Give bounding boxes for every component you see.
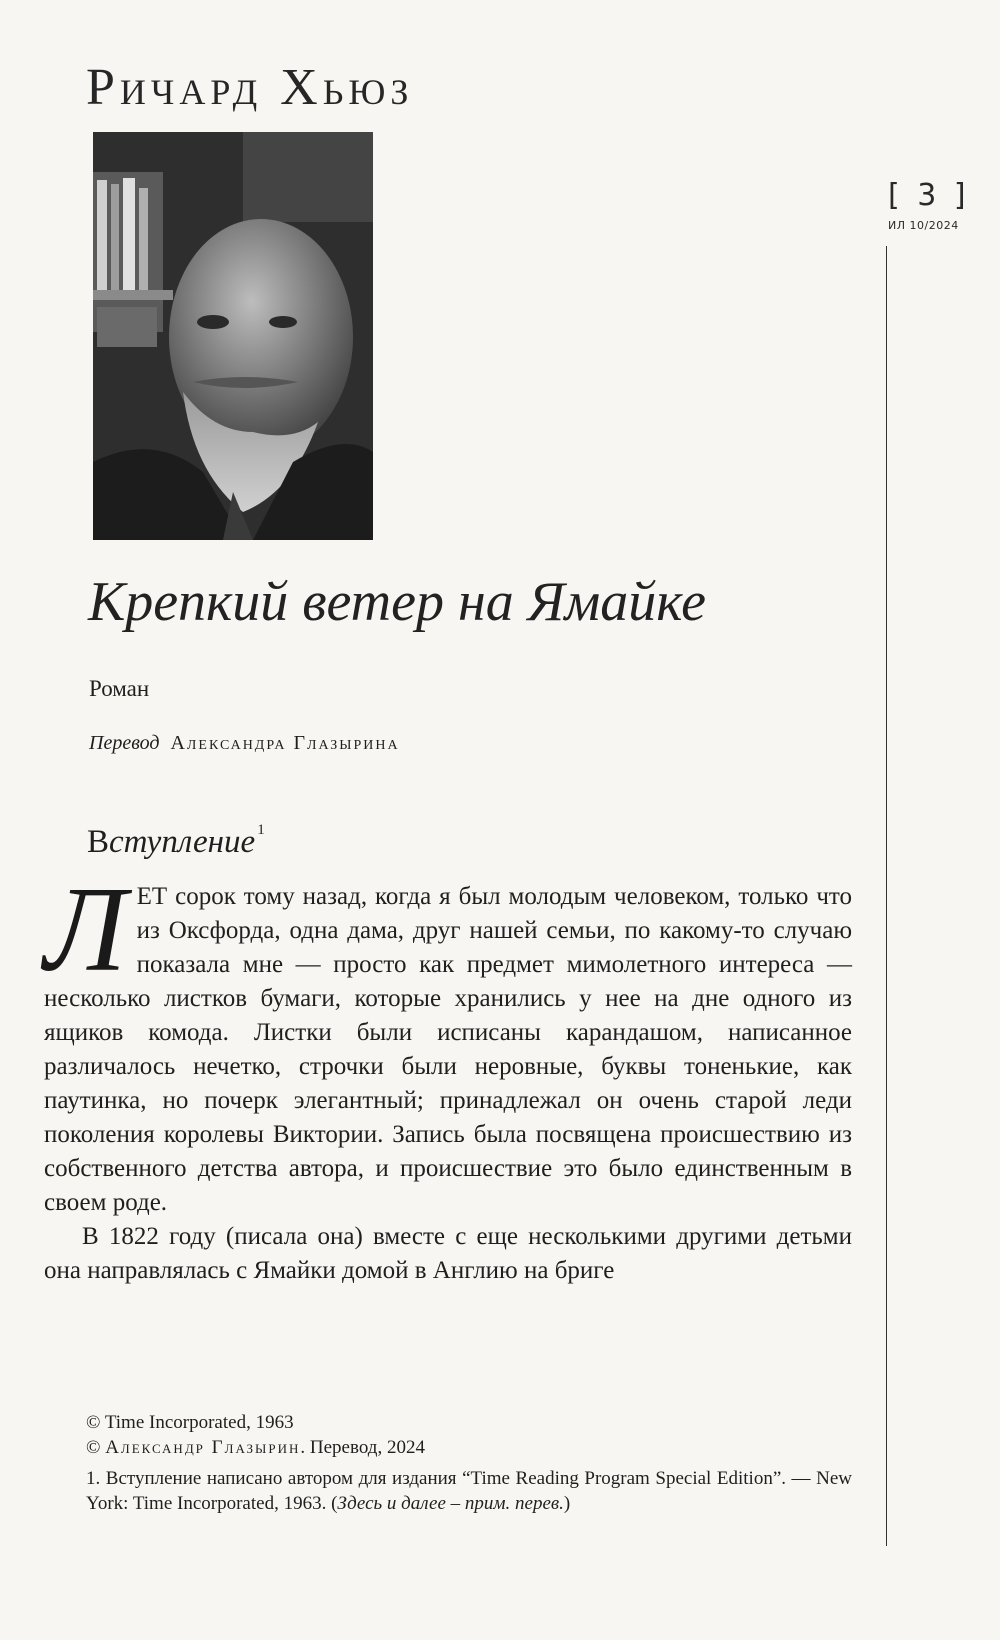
paragraph-1 xyxy=(44,862,852,1220)
section-title-rest: ступление xyxy=(109,824,256,860)
margin-rule xyxy=(886,246,887,1546)
copyright-1: © Time Incorporated, 1963 xyxy=(86,1412,294,1433)
issue-label: ИЛ 10/2024 xyxy=(888,219,959,232)
page-marker xyxy=(888,178,978,232)
book-title: Крепкий ветер на Ямайке xyxy=(88,571,706,633)
section-first-letter: В xyxy=(87,824,110,860)
footnote-end: ) xyxy=(563,1493,571,1514)
genre: Роман xyxy=(89,676,150,701)
page-number: [ 3 ] xyxy=(888,178,970,213)
section-heading xyxy=(87,822,265,861)
footnote-italic: Здесь и далее – прим. перев. xyxy=(337,1493,564,1514)
copyright-2-suffix: . Перевод, 2024 xyxy=(300,1437,425,1458)
footnote xyxy=(86,1466,852,1516)
author-name: Ричард Хьюз xyxy=(86,59,414,116)
copyright-2-symbol: © xyxy=(86,1437,101,1458)
body-text xyxy=(44,862,852,1288)
translation-credit xyxy=(89,732,400,755)
paragraph-2: В 1822 году (писала она) вместе с еще несколькими другими детьми она направлялась с Ямайки домой в Англию на бриге xyxy=(44,1223,852,1284)
drop-cap: Л xyxy=(44,862,127,997)
footer xyxy=(86,1410,852,1516)
footnote-ref: 1 xyxy=(257,822,265,838)
translator-name: Александра Глазырина xyxy=(170,732,400,754)
translation-label: Перевод xyxy=(89,732,160,754)
copyright-2 xyxy=(86,1435,852,1460)
footnote-main: 1. Вступление написано автором для издания “Time Reading Program Special Edition”. — New York: Time Incorporated, 1963. ( xyxy=(86,1468,852,1514)
author-portrait xyxy=(93,132,373,540)
paragraph-1-text: сорок тому назад, когда я был молодым человеком, только что из Оксфорда, одна дама, друг нашей семьи, по какому-то случаю показала мне — просто как предмет мимолетного интереса — несколько листков бумаги, которые хранились у нее на дне одного из ящиков комода. Листки были исписаны карандашом, написанное различалось нечетко, строчки были неровные, буквы тоненькие, как паутинка, но почерк элегантный; принадлежал он очень старой леди поколения королевы Виктории. Запись была посвящена происшествию из собственного детства автора, и происшествие это было единственным в своем роде. xyxy=(44,883,852,1216)
first-word-rest: ЕТ xyxy=(136,883,168,910)
copyright-2-name: Александр Глазырин xyxy=(105,1437,301,1458)
